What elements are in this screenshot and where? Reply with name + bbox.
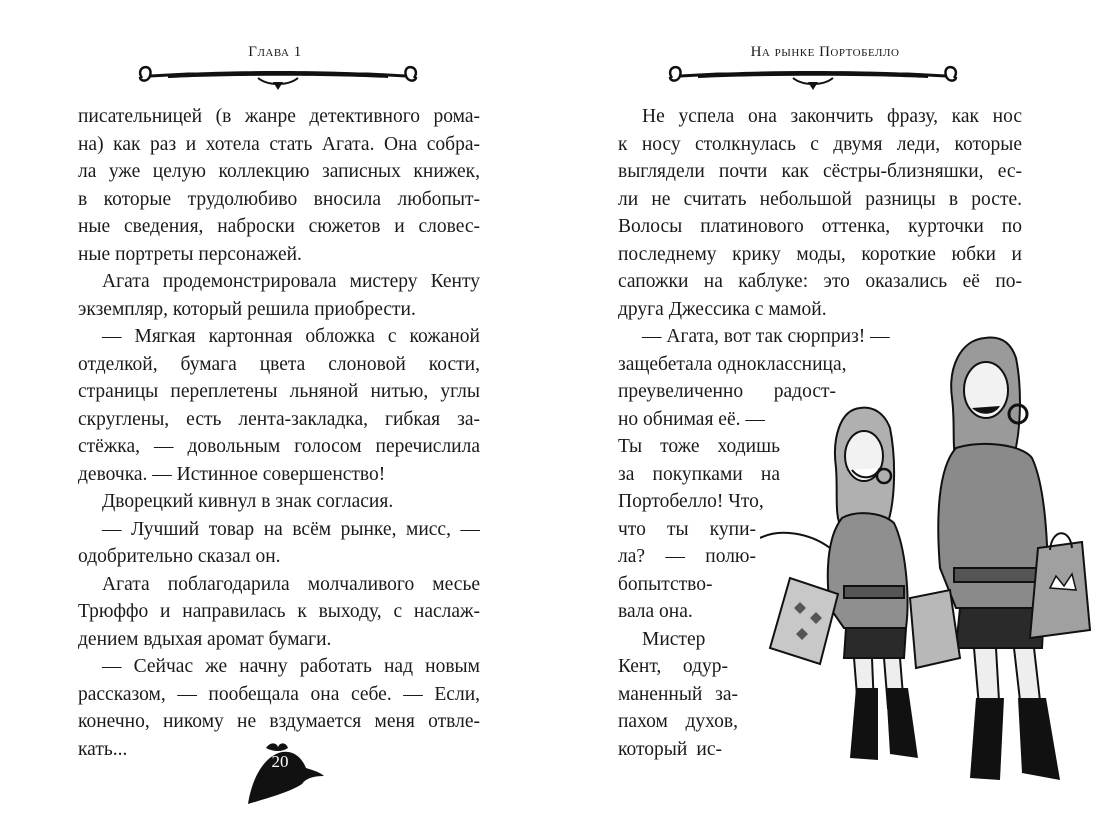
text-line: который ис- xyxy=(618,738,722,760)
text-line: Трюффо и направилась к выходу, с наслаж- xyxy=(78,601,480,622)
text-line: писательницей (в жанре детективного рома- xyxy=(78,106,480,127)
text-line: конечно, никому не вздумается меня отвле- xyxy=(78,711,480,732)
text-line: девочка. — Истинное совершенство! xyxy=(78,463,386,485)
text-line: Дворецкий кивнул в знак согласия. xyxy=(102,491,394,512)
text-line: Ты тоже ходишь xyxy=(618,436,780,457)
text-line: за покупками на xyxy=(618,463,780,485)
text-line: вала она. xyxy=(618,601,693,622)
text-line: отделкой, бумага цвета слоновой кости, xyxy=(78,353,480,375)
text-line: кать... xyxy=(78,738,128,760)
ornament-divider-right xyxy=(658,64,968,92)
text-line: — Агата, вот так сюрприз! — xyxy=(642,326,890,347)
text-line: пахом духов, xyxy=(618,711,738,732)
text-line: маненный за- xyxy=(618,683,738,705)
text-line: Агата продемонстрировала мистеру Кенту xyxy=(102,271,480,292)
text-line: Волосы платинового оттенка, курточки по xyxy=(618,216,1022,237)
running-head-title: На рынке Портобелло xyxy=(750,44,900,60)
text-line: — Лучший товар на всём рынке, мисс, — xyxy=(102,518,480,540)
text-line: последнему крику моды, короткие юбки и xyxy=(618,243,1022,265)
text-line: друга Джессика с мамой. xyxy=(618,298,827,320)
text-line: Мистер xyxy=(642,628,706,650)
text-line: рассказом, — пообещала она себе. — Если, xyxy=(78,683,480,705)
text-line: но обнимая её. — xyxy=(618,408,765,430)
running-head-chapter: Глава 1 xyxy=(248,44,302,60)
text-line: скруглены, есть лента-закладка, гибкая за- xyxy=(78,408,480,430)
text-line: к носу столкнулась с двумя леди, которые xyxy=(618,133,1022,155)
text-line: дением вдыхая аромат бумаги. xyxy=(78,628,332,650)
text-line: ные портреты персонажей. xyxy=(78,243,302,265)
text-line: ные сведения, наброски сюжетов и словес- xyxy=(78,216,480,237)
text-line: преувеличенно радост- xyxy=(618,381,836,402)
text-line: бопытство- xyxy=(618,573,713,595)
text-line: в которые трудолюбиво вносила любопыт- xyxy=(78,188,480,210)
text-line: ли не считать небольшой разницы в росте. xyxy=(618,188,1022,210)
text-line: — Мягкая картонная обложка с кожаной xyxy=(102,326,480,347)
ornament-divider-left xyxy=(128,64,428,92)
text-line: ла уже целую коллекцию записных книжек, xyxy=(78,161,480,182)
right-page xyxy=(550,0,1100,825)
text-line: экземпляр, который решила приобрести. xyxy=(78,298,416,320)
text-line: — Сейчас же начну работать над новым xyxy=(102,656,480,677)
text-line: Портобелло! Что, xyxy=(618,491,764,512)
text-line: одобрительно сказал он. xyxy=(78,546,281,567)
left-body-text xyxy=(78,103,480,763)
text-line: Кент, одур- xyxy=(618,656,728,677)
text-line: ла? — полю- xyxy=(618,546,756,567)
page-number: 20 xyxy=(271,752,289,771)
text-line: страницы переплетены льняной нитью, углы xyxy=(78,381,480,402)
text-line: стёжка, — довольным голосом перечислила xyxy=(78,436,480,457)
text-line: на) как раз и хотела стать Агата. Она собра- xyxy=(78,133,480,155)
text-line: Не успела она закончить фразу, как нос xyxy=(642,106,1022,127)
folio-hat-icon xyxy=(246,738,326,808)
text-line: защебетала одноклассница, xyxy=(618,353,847,375)
illustration-two-ladies-shopping xyxy=(760,318,1100,798)
text-line: выглядели почти как сёстры-близняшки, ес- xyxy=(618,161,1022,182)
text-line: сапожки на каблуке: это оказались её по- xyxy=(618,271,1022,292)
text-line: что ты купи- xyxy=(618,518,756,540)
text-line: Агата поблагодарила молчаливого месье xyxy=(102,573,480,595)
